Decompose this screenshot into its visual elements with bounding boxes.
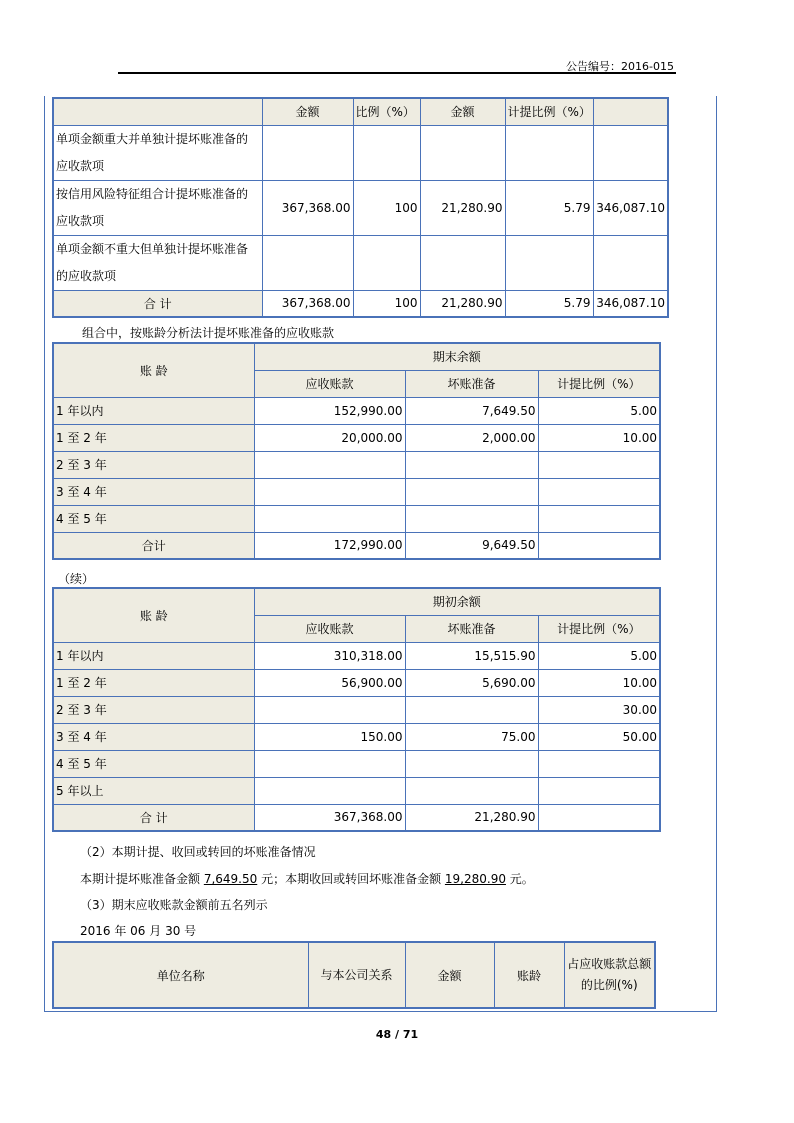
header-cell: 账龄 bbox=[494, 942, 564, 1008]
amount-cell: 367,368.00 bbox=[262, 290, 353, 317]
provision-cell bbox=[405, 777, 538, 804]
table-row bbox=[53, 451, 660, 478]
page-frame-left bbox=[44, 96, 45, 1012]
provision-cell bbox=[405, 478, 538, 505]
table-row bbox=[53, 397, 660, 424]
row-label: 按信用风险特征组合计提坏账准备的应收款项 bbox=[53, 180, 262, 235]
section-caption: 组合中，按账龄分析法计提坏账准备的应收账款 bbox=[82, 326, 335, 340]
receivable-cell: 310,318.00 bbox=[254, 642, 405, 669]
amount-cell bbox=[262, 125, 353, 180]
receivable-cell: 152,990.00 bbox=[254, 397, 405, 424]
total-row bbox=[53, 804, 660, 831]
ratio-cell: 100 bbox=[353, 290, 420, 317]
amount-cell: 21,280.90 bbox=[420, 290, 505, 317]
table-row bbox=[53, 125, 668, 180]
table-row bbox=[53, 777, 660, 804]
receivable-cell: 172,990.00 bbox=[254, 532, 405, 559]
header-cell: 金额 bbox=[420, 98, 505, 125]
row-label: 3 至 4 年 bbox=[53, 478, 254, 505]
header-cell: 金额 bbox=[262, 98, 353, 125]
amount-cell bbox=[420, 235, 505, 290]
provision-cell: 5,690.00 bbox=[405, 669, 538, 696]
ratio-cell: 5.00 bbox=[538, 642, 660, 669]
ratio-cell: 5.79 bbox=[505, 180, 593, 235]
receivable-cell: 20,000.00 bbox=[254, 424, 405, 451]
ratio-cell: 5.00 bbox=[538, 397, 660, 424]
header-cell bbox=[53, 98, 262, 125]
top-five-receivables-table bbox=[52, 941, 656, 1009]
provision-cell: 15,515.90 bbox=[405, 642, 538, 669]
ratio-cell: 100 bbox=[353, 180, 420, 235]
row-label: 1 至 2 年 bbox=[53, 424, 254, 451]
group-header: 期末余额 bbox=[254, 343, 660, 370]
ratio-cell bbox=[505, 125, 593, 180]
provision-cell: 9,649.50 bbox=[405, 532, 538, 559]
ratio-cell bbox=[538, 451, 660, 478]
ratio-cell: 30.00 bbox=[538, 696, 660, 723]
provision-summary bbox=[80, 870, 534, 887]
ratio-cell: 5.79 bbox=[505, 290, 593, 317]
receivable-cell bbox=[254, 478, 405, 505]
row-label: 4 至 5 年 bbox=[53, 750, 254, 777]
amount-cell: 346,087.10 bbox=[593, 290, 668, 317]
provision-cell bbox=[405, 451, 538, 478]
table-row bbox=[53, 424, 660, 451]
row-label: 单项金额不重大但单独计提坏账准备的应收款项 bbox=[53, 235, 262, 290]
receivable-cell bbox=[254, 696, 405, 723]
table-row bbox=[53, 642, 660, 669]
amount-cell bbox=[262, 235, 353, 290]
amount-cell: 346,087.10 bbox=[593, 180, 668, 235]
total-row bbox=[53, 532, 660, 559]
table-row bbox=[53, 696, 660, 723]
receivable-cell bbox=[254, 750, 405, 777]
sub-header: 计提比例（%） bbox=[538, 370, 660, 397]
notice-number: 公告编号：2016-015 bbox=[566, 60, 674, 73]
ratio-cell bbox=[538, 532, 660, 559]
bad-debt-classification-table bbox=[52, 97, 669, 318]
ratio-cell bbox=[538, 804, 660, 831]
receivable-cell bbox=[254, 505, 405, 532]
row-label: 单项金额重大并单独计提坏账准备的应收款项 bbox=[53, 125, 262, 180]
row-label: 合 计 bbox=[53, 804, 254, 831]
ratio-cell: 50.00 bbox=[538, 723, 660, 750]
row-label: 5 年以上 bbox=[53, 777, 254, 804]
continued-label: （续） bbox=[58, 572, 95, 586]
aging-opening-balance-table bbox=[52, 587, 661, 832]
row-label: 3 至 4 年 bbox=[53, 723, 254, 750]
table-row bbox=[53, 478, 660, 505]
provision-cell: 21,280.90 bbox=[405, 804, 538, 831]
amount-cell bbox=[593, 125, 668, 180]
receivable-cell: 150.00 bbox=[254, 723, 405, 750]
row-label: 合计 bbox=[53, 532, 254, 559]
ratio-cell bbox=[505, 235, 593, 290]
amount-cell bbox=[593, 235, 668, 290]
row-label: 合 计 bbox=[53, 290, 262, 317]
ratio-cell bbox=[538, 750, 660, 777]
aging-ending-balance-table bbox=[52, 342, 661, 560]
provision-amount: 7,649.50 bbox=[203, 872, 258, 886]
provision-cell bbox=[405, 750, 538, 777]
ratio-cell bbox=[353, 125, 420, 180]
header-cell: 单位名称 bbox=[53, 942, 308, 1008]
sub-header: 坏账准备 bbox=[405, 615, 538, 642]
group-header: 期初余额 bbox=[254, 588, 660, 615]
row-label: 1 年以内 bbox=[53, 642, 254, 669]
receivable-cell: 367,368.00 bbox=[254, 804, 405, 831]
amount-cell bbox=[420, 125, 505, 180]
row-label: 1 年以内 bbox=[53, 397, 254, 424]
table-row bbox=[53, 505, 660, 532]
provision-cell: 75.00 bbox=[405, 723, 538, 750]
table-row bbox=[53, 750, 660, 777]
receivable-cell bbox=[254, 777, 405, 804]
row-label: 1 至 2 年 bbox=[53, 669, 254, 696]
receivable-cell: 56,900.00 bbox=[254, 669, 405, 696]
table-row bbox=[53, 180, 668, 235]
reversal-amount: 19,280.90 bbox=[444, 872, 506, 886]
total-row bbox=[53, 290, 668, 317]
header-cell: 与本公司关系 bbox=[308, 942, 405, 1008]
ratio-cell bbox=[353, 235, 420, 290]
sub-header: 应收账款 bbox=[254, 370, 405, 397]
ratio-cell bbox=[538, 505, 660, 532]
ratio-cell bbox=[538, 478, 660, 505]
row-label: 2 至 3 年 bbox=[53, 696, 254, 723]
row-label: 4 至 5 年 bbox=[53, 505, 254, 532]
provision-cell: 7,649.50 bbox=[405, 397, 538, 424]
page-frame-bottom bbox=[44, 1011, 717, 1012]
aging-header: 账 龄 bbox=[53, 343, 254, 397]
header-cell: 比例（%） bbox=[353, 98, 420, 125]
page-number: 48 / 71 bbox=[375, 1028, 419, 1041]
amount-cell: 21,280.90 bbox=[420, 180, 505, 235]
row-label: 2 至 3 年 bbox=[53, 451, 254, 478]
provision-cell bbox=[405, 505, 538, 532]
summary-text: 元；本期收回或转回坏账准备金额 bbox=[257, 872, 445, 886]
report-date: 2016 年 06 月 30 号 bbox=[80, 924, 197, 938]
amount-cell: 367,368.00 bbox=[262, 180, 353, 235]
provision-cell bbox=[405, 696, 538, 723]
page-frame-right bbox=[716, 96, 717, 1012]
header-cell: 占应收账款总额的比例(%) bbox=[564, 942, 655, 1008]
ratio-cell: 10.00 bbox=[538, 669, 660, 696]
sub-header: 应收账款 bbox=[254, 615, 405, 642]
aging-header: 账 龄 bbox=[53, 588, 254, 642]
ratio-cell: 10.00 bbox=[538, 424, 660, 451]
section-heading-3: （3）期末应收账款金额前五名列示 bbox=[80, 898, 268, 912]
table-row bbox=[53, 723, 660, 750]
table-row bbox=[53, 235, 668, 290]
section-heading-2: （2）本期计提、收回或转回的坏账准备情况 bbox=[80, 845, 316, 859]
sub-header: 计提比例（%） bbox=[538, 615, 660, 642]
receivable-cell bbox=[254, 451, 405, 478]
header-rule bbox=[118, 72, 676, 74]
table-row bbox=[53, 669, 660, 696]
ratio-cell bbox=[538, 777, 660, 804]
header-cell bbox=[593, 98, 668, 125]
summary-text: 本期计提坏账准备金额 bbox=[80, 872, 204, 886]
header-cell: 计提比例（%） bbox=[505, 98, 593, 125]
provision-cell: 2,000.00 bbox=[405, 424, 538, 451]
summary-text: 元。 bbox=[505, 872, 534, 886]
sub-header: 坏账准备 bbox=[405, 370, 538, 397]
header-cell: 金额 bbox=[405, 942, 494, 1008]
